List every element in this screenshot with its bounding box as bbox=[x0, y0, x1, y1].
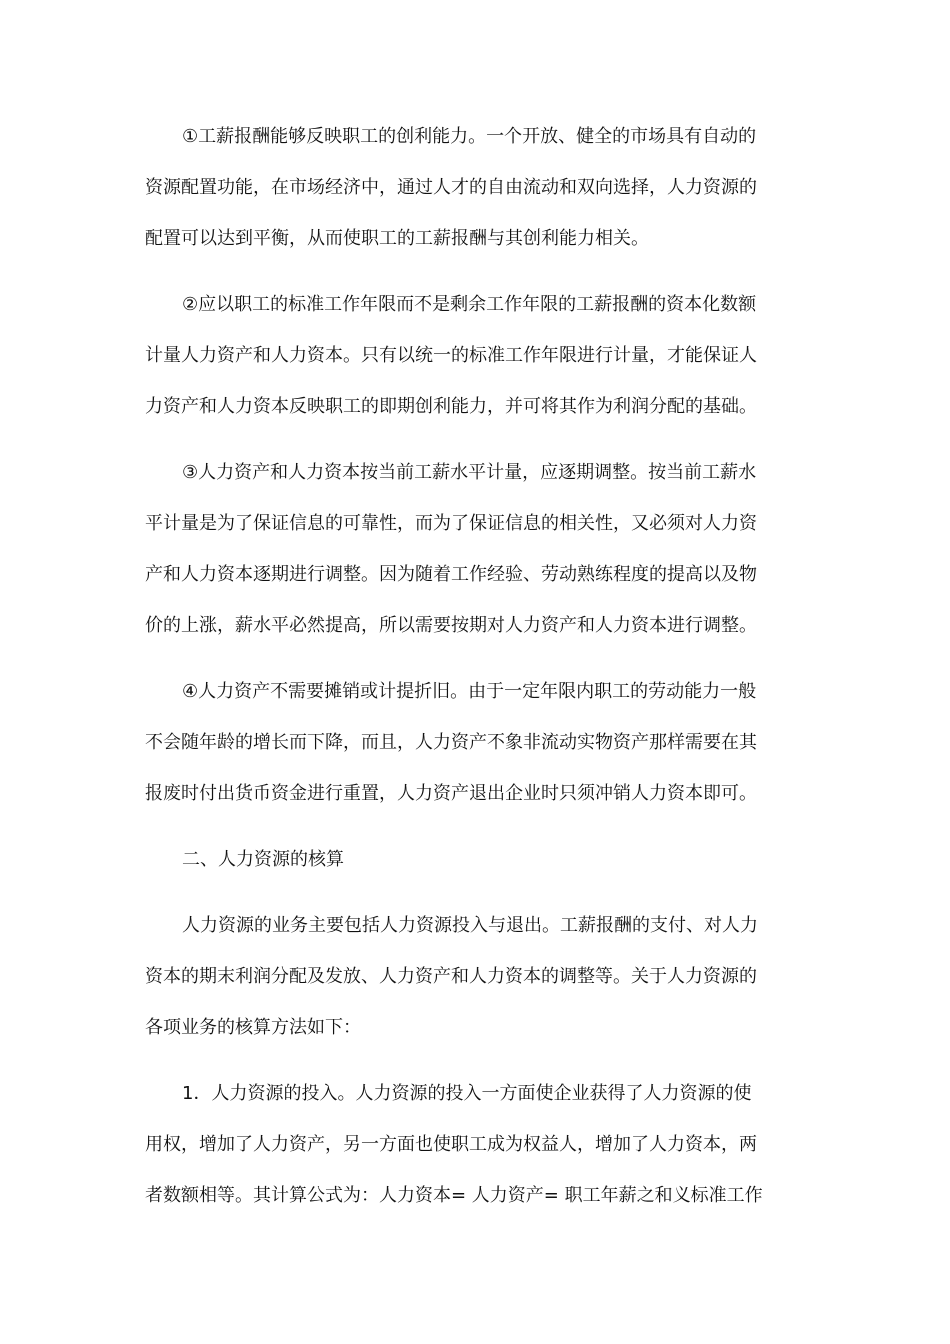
section-heading: 二、人力资源的核算 bbox=[182, 849, 344, 870]
paragraph-2-line-3: 力资产和人力资本反映职工的即期创利能力，并可将其作为利润分配的基础。 bbox=[145, 396, 757, 417]
paragraph-4-line-2: 不会随年龄的增长而下降，而且，人力资产不象非流动实物资产那样需要在其 bbox=[145, 732, 757, 753]
paragraph-1-line-2: 资源配置功能，在市场经济中，通过人才的自由流动和双向选择，人力资源的 bbox=[145, 177, 757, 198]
paragraph-5-line-3: 各项业务的核算方法如下： bbox=[145, 1017, 361, 1038]
paragraph-4-line-3: 报废时付出货币资金进行重置，人力资产退出企业时只须冲销人力资本即可。 bbox=[145, 783, 757, 804]
paragraph-3-line-2: 平计量是为了保证信息的可靠性，而为了保证信息的相关性，又必须对人力资 bbox=[145, 513, 757, 534]
paragraph-3-line-1: ③人力资产和人力资本按当前工薪水平计量，应逐期调整。按当前工薪水 bbox=[182, 462, 757, 483]
paragraph-1-line-3: 配置可以达到平衡，从而使职工的工薪报酬与其创利能力相关。 bbox=[145, 228, 649, 249]
paragraph-3-line-4: 价的上涨，薪水平必然提高，所以需要按期对人力资产和人力资本进行调整。 bbox=[145, 615, 757, 636]
paragraph-6-line-2: 用权，增加了人力资产，另一方面也使职工成为权益人，增加了人力资本，两 bbox=[145, 1134, 757, 1155]
paragraph-2-line-2: 计量人力资产和人力资本。只有以统一的标准工作年限进行计量，才能保证人 bbox=[145, 345, 757, 366]
paragraph-2-line-1: ②应以职工的标准工作年限而不是剩余工作年限的工薪报酬的资本化数额 bbox=[182, 294, 757, 315]
paragraph-4-line-1: ④人力资产不需要摊销或计提折旧。由于一定年限内职工的劳动能力一般 bbox=[182, 681, 757, 702]
paragraph-5-line-2: 资本的期末利润分配及发放、人力资产和人力资本的调整等。关于人力资源的 bbox=[145, 966, 757, 987]
paragraph-5-line-1: 人力资源的业务主要包括人力资源投入与退出。工薪报酬的支付、对人力 bbox=[182, 915, 758, 936]
paragraph-6-line-1: 1．人力资源的投入。人力资源的投入一方面使企业获得了人力资源的使 bbox=[182, 1083, 752, 1104]
paragraph-3-line-3: 产和人力资本逐期进行调整。因为随着工作经验、劳动熟练程度的提高以及物 bbox=[145, 564, 757, 585]
paragraph-1-line-1: ①工薪报酬能够反映职工的创利能力。一个开放、健全的市场具有自动的 bbox=[182, 126, 757, 147]
paragraph-6-line-3: 者数额相等。其计算公式为：人力资本= 人力资产= 职工年薪之和义标准工作 bbox=[145, 1185, 763, 1206]
